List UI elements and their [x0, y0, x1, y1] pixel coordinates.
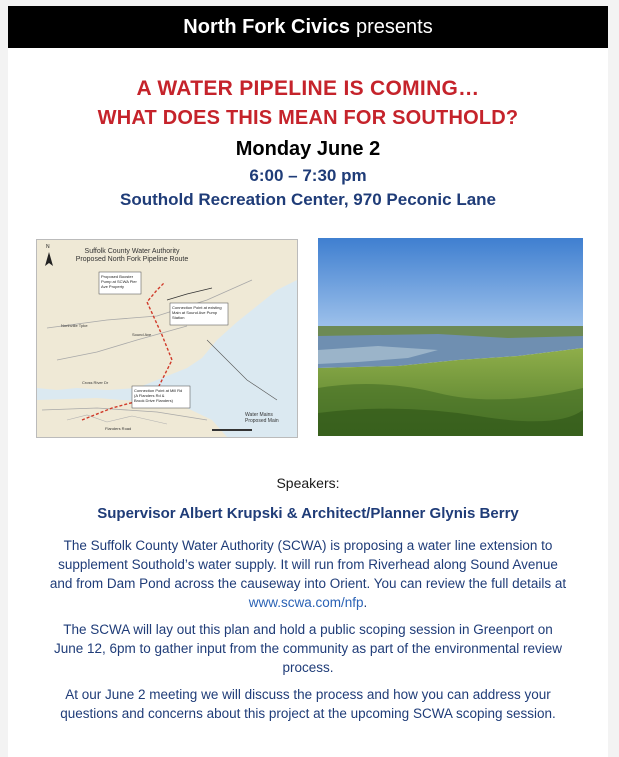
legend-proposed-main: Proposed Main — [245, 418, 279, 424]
paragraph-proposal — [48, 536, 568, 612]
paragraph-proposal-end: . — [363, 595, 368, 610]
callout-connection-l1: Connection Point at existing — [172, 305, 222, 310]
paragraph-meeting: At our June 2 meeting we will discuss the process and how you can address your questions and concerns about this project at the upcoming SCWA scoping session. — [60, 687, 556, 721]
headline-line1: A WATER PIPELINE IS COMING… — [136, 77, 480, 100]
paragraph-proposal-text: The Suffolk County Water Authority (SCWA) is proposing a water line extension to supplement Southold’s water supply. It will run from Riverhead along Sound Avenue and from Dam Pond across the causeway into Orient. You can review the full details at — [49, 538, 567, 591]
presents-text: presents — [355, 15, 433, 38]
paragraph-scoping: The SCWA will lay out this plan and hold a public scoping session in Greenport on June 12, 6pm to gather input from the community as part of the environmental review process. — [53, 622, 562, 675]
headline-line2: WHAT DOES THIS MEAN FOR SOUTHOLD? — [97, 107, 519, 129]
north-label: N — [46, 244, 50, 250]
event-venue: Southold Recreation Center, 970 Peconic Lane — [120, 190, 496, 209]
map-title-line2: Proposed North Fork Pipeline Route — [75, 256, 189, 263]
scwa-link[interactable]: www.scwa.com/nfp — [248, 595, 364, 610]
speakers-names: Supervisor Albert Krupski & Architect/Planner Glynis Berry — [97, 505, 519, 522]
callout-booster-l3: Ave Property — [101, 284, 125, 289]
callout-connection-l2: Main at Sound Ave Pump — [172, 310, 218, 315]
legend-water-mains: Water Mains — [245, 412, 273, 418]
callout-connection-l3: Station — [172, 315, 185, 320]
wetland-photo — [318, 238, 583, 436]
flyer-page — [8, 6, 608, 757]
callout-millrd-l1: Connection Point at Mill Rd — [134, 388, 183, 393]
org-name: North Fork Civics — [183, 15, 350, 38]
road-label-tpke: Northville Tpke — [61, 323, 88, 328]
road-label-cross: Cross River Dr — [82, 380, 109, 385]
callout-booster-l2: Pump at SCWA Pier — [101, 279, 137, 284]
speakers-label: Speakers: — [276, 475, 340, 491]
callout-booster-l1: Proposed Booster — [101, 274, 134, 279]
road-label-flanders: Flanders Road — [105, 426, 132, 431]
callout-millrd-l2: (A Flanders Rd & — [134, 393, 165, 398]
pipeline-route-map — [36, 239, 298, 438]
callout-millrd-l3: Brook Drive Flanders) — [134, 398, 173, 403]
map-title-line1: Suffolk County Water Authority — [84, 248, 180, 255]
header-banner — [8, 6, 608, 48]
event-time: 6:00 – 7:30 pm — [249, 166, 367, 185]
event-date: Monday June 2 — [235, 138, 381, 160]
road-label-sound: Sound Ave — [132, 332, 152, 337]
